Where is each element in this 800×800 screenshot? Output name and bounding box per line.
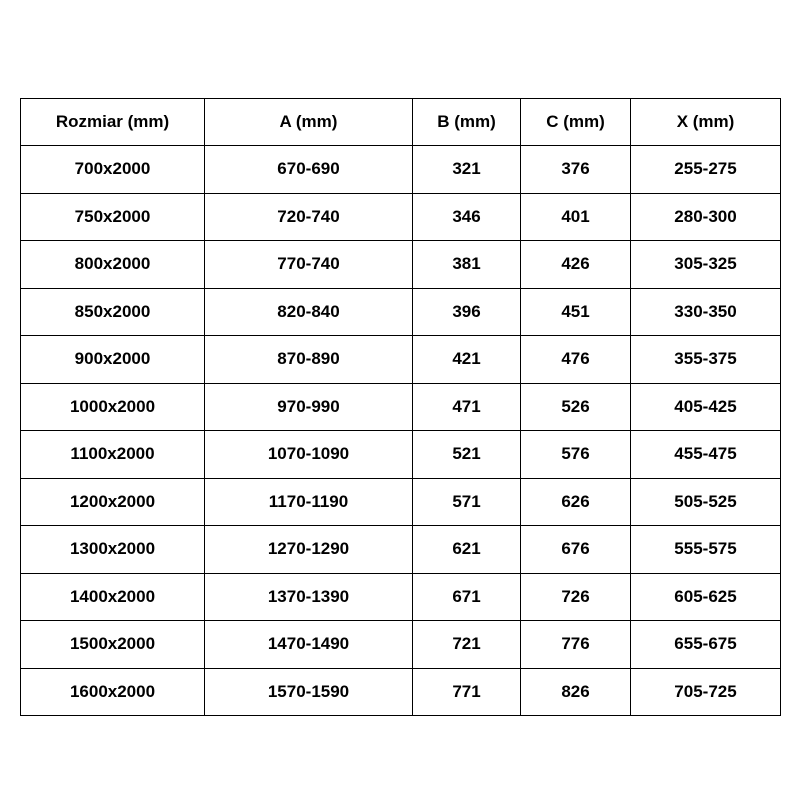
- table-row: [21, 668, 781, 716]
- cell-rozmiar: 900x2000: [21, 336, 205, 384]
- cell-x: 705-725: [631, 668, 781, 716]
- cell-rozmiar: 700x2000: [21, 146, 205, 194]
- cell-b: 396: [413, 288, 521, 336]
- table-row: [21, 383, 781, 431]
- cell-c: 451: [521, 288, 631, 336]
- cell-rozmiar: 1300x2000: [21, 526, 205, 574]
- cell-a: 720-740: [205, 193, 413, 241]
- cell-x: 505-525: [631, 478, 781, 526]
- cell-c: 676: [521, 526, 631, 574]
- column-header-x: X (mm): [631, 99, 781, 146]
- cell-a: 1270-1290: [205, 526, 413, 574]
- table-row: [21, 573, 781, 621]
- size-table-container: [20, 98, 780, 716]
- cell-a: 1070-1090: [205, 431, 413, 479]
- cell-x: 330-350: [631, 288, 781, 336]
- cell-b: 421: [413, 336, 521, 384]
- table-body: [21, 146, 781, 716]
- cell-rozmiar: 1200x2000: [21, 478, 205, 526]
- cell-b: 471: [413, 383, 521, 431]
- cell-x: 605-625: [631, 573, 781, 621]
- cell-rozmiar: 850x2000: [21, 288, 205, 336]
- cell-b: 721: [413, 621, 521, 669]
- cell-rozmiar: 1400x2000: [21, 573, 205, 621]
- cell-rozmiar: 800x2000: [21, 241, 205, 289]
- cell-x: 655-675: [631, 621, 781, 669]
- cell-rozmiar: 1000x2000: [21, 383, 205, 431]
- column-header-c: C (mm): [521, 99, 631, 146]
- cell-a: 820-840: [205, 288, 413, 336]
- cell-a: 970-990: [205, 383, 413, 431]
- cell-x: 355-375: [631, 336, 781, 384]
- cell-a: 1570-1590: [205, 668, 413, 716]
- cell-b: 571: [413, 478, 521, 526]
- table-row: [21, 431, 781, 479]
- table-header-row: [21, 99, 781, 146]
- table-row: [21, 146, 781, 194]
- cell-a: 1170-1190: [205, 478, 413, 526]
- cell-c: 401: [521, 193, 631, 241]
- cell-b: 521: [413, 431, 521, 479]
- table-row: [21, 621, 781, 669]
- cell-rozmiar: 1500x2000: [21, 621, 205, 669]
- cell-c: 476: [521, 336, 631, 384]
- cell-x: 255-275: [631, 146, 781, 194]
- cell-c: 426: [521, 241, 631, 289]
- cell-b: 771: [413, 668, 521, 716]
- table-row: [21, 288, 781, 336]
- size-table: [20, 98, 781, 716]
- cell-a: 870-890: [205, 336, 413, 384]
- cell-x: 305-325: [631, 241, 781, 289]
- cell-a: 1370-1390: [205, 573, 413, 621]
- table-header: [21, 99, 781, 146]
- column-header-rozmiar: Rozmiar (mm): [21, 99, 205, 146]
- cell-x: 455-475: [631, 431, 781, 479]
- column-header-b: B (mm): [413, 99, 521, 146]
- cell-b: 671: [413, 573, 521, 621]
- table-row: [21, 526, 781, 574]
- cell-rozmiar: 750x2000: [21, 193, 205, 241]
- cell-c: 626: [521, 478, 631, 526]
- table-row: [21, 193, 781, 241]
- table-row: [21, 478, 781, 526]
- cell-a: 770-740: [205, 241, 413, 289]
- cell-b: 621: [413, 526, 521, 574]
- cell-rozmiar: 1100x2000: [21, 431, 205, 479]
- table-row: [21, 336, 781, 384]
- cell-b: 321: [413, 146, 521, 194]
- cell-x: 555-575: [631, 526, 781, 574]
- cell-a: 670-690: [205, 146, 413, 194]
- cell-c: 576: [521, 431, 631, 479]
- cell-a: 1470-1490: [205, 621, 413, 669]
- cell-c: 726: [521, 573, 631, 621]
- cell-c: 776: [521, 621, 631, 669]
- cell-c: 526: [521, 383, 631, 431]
- table-row: [21, 241, 781, 289]
- column-header-a: A (mm): [205, 99, 413, 146]
- cell-x: 405-425: [631, 383, 781, 431]
- cell-c: 376: [521, 146, 631, 194]
- cell-b: 346: [413, 193, 521, 241]
- cell-x: 280-300: [631, 193, 781, 241]
- cell-c: 826: [521, 668, 631, 716]
- cell-rozmiar: 1600x2000: [21, 668, 205, 716]
- cell-b: 381: [413, 241, 521, 289]
